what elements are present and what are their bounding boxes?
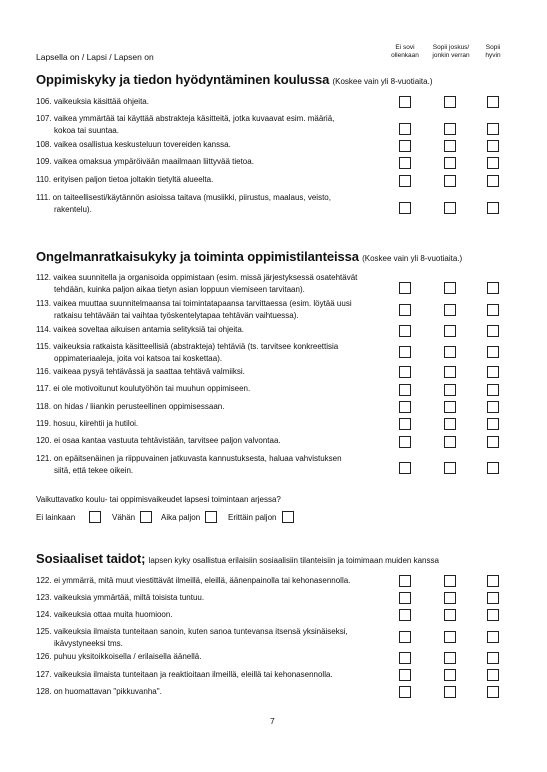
answer-114-not-at-all[interactable] bbox=[399, 325, 411, 337]
page-number: 7 bbox=[270, 716, 275, 726]
question-text: ratkaisu tehtävään tai vaihtaa työskentelytapaa tehtävän vaihtuessa). bbox=[54, 311, 299, 320]
answer-125-fits-well[interactable] bbox=[487, 631, 499, 643]
question-number: 108. bbox=[36, 140, 52, 149]
question-text: tehdään, kuinka paljon aikaa tietyn asian loppuun viemiseen tarvitaan). bbox=[54, 285, 305, 294]
section-note: lapsen kyky osallistua erilaisiin sosiaalisiin tilanteisiin ja toimimaan muiden kanssa bbox=[148, 556, 439, 565]
column-header-line: Sopii joskus/ bbox=[432, 44, 470, 51]
answer-124-not-at-all[interactable] bbox=[399, 609, 411, 621]
question-item-111 bbox=[36, 192, 371, 216]
answer-127-not-at-all[interactable] bbox=[399, 669, 411, 681]
question-text: vaikea soveltaa aikuisen antamia selityksiä tai ohjeita. bbox=[53, 325, 244, 334]
answer-111-sometimes[interactable] bbox=[444, 202, 456, 214]
question-number: 126. bbox=[36, 652, 52, 661]
question-item-125 bbox=[36, 626, 371, 650]
question-text: on hidas / liiankin perusteellinen oppimisessaan. bbox=[53, 402, 225, 411]
question-number: 127. bbox=[36, 670, 52, 679]
respondent-intro: Lapsella on / Lapsi / Lapsen on bbox=[36, 52, 154, 62]
answer-112-sometimes[interactable] bbox=[444, 282, 456, 294]
column-header-line: Ei sovi bbox=[395, 44, 415, 51]
section-note: (Koskee vain yli 8-vuotiaita.) bbox=[332, 77, 433, 86]
section-title-learning bbox=[36, 72, 432, 87]
question-item-118 bbox=[36, 401, 371, 413]
question-item-106 bbox=[36, 96, 371, 108]
question-text: vaikeuksia ymmärtää, miltä toisista tuntuu. bbox=[53, 593, 205, 602]
impact-option-very-label: Erittäin paljon bbox=[228, 513, 277, 522]
question-text: on taiteellisesti/käytännön asioissa taitava (musiikki, piirustus, maalaus, veisto, bbox=[52, 193, 331, 202]
answer-106-not-at-all[interactable] bbox=[399, 96, 411, 108]
column-header-line: ollenkaan bbox=[391, 52, 419, 59]
question-number: 120. bbox=[36, 436, 52, 445]
answer-126-sometimes[interactable] bbox=[444, 652, 456, 664]
question-item-126 bbox=[36, 651, 371, 663]
answer-126-not-at-all[interactable] bbox=[399, 652, 411, 664]
answer-110-not-at-all[interactable] bbox=[399, 175, 411, 187]
question-text: siitä, että tekee oikein. bbox=[54, 466, 134, 475]
question-item-119 bbox=[36, 418, 371, 430]
answer-107-sometimes[interactable] bbox=[444, 123, 456, 135]
answer-121-sometimes[interactable] bbox=[444, 462, 456, 474]
impact-option-none-checkbox[interactable] bbox=[89, 511, 101, 523]
answer-107-fits-well[interactable] bbox=[487, 123, 499, 135]
question-item-116 bbox=[36, 366, 371, 378]
answer-116-not-at-all[interactable] bbox=[399, 366, 411, 378]
impact-question: Vaikuttavatko koulu- tai oppimisvaikeudet lapsesi toimintaan arjessa? bbox=[36, 495, 281, 504]
answer-115-fits-well[interactable] bbox=[487, 346, 499, 358]
question-number: 114. bbox=[36, 325, 51, 334]
question-number: 107. bbox=[36, 114, 52, 123]
section-note: (Koskee vain yli 8-vuotiaita.) bbox=[362, 254, 463, 263]
answer-110-fits-well[interactable] bbox=[487, 175, 499, 187]
question-number: 115. bbox=[36, 342, 51, 351]
answer-124-sometimes[interactable] bbox=[444, 609, 456, 621]
answer-113-fits-well[interactable] bbox=[487, 304, 499, 316]
answer-123-fits-well[interactable] bbox=[487, 592, 499, 604]
answer-122-fits-well[interactable] bbox=[487, 575, 499, 587]
answer-118-fits-well[interactable] bbox=[487, 401, 499, 413]
question-text: ei ymmärrä, mitä muut viestittävät ilmeillä, eleillä, äänenpainolla tai kehonasennolla. bbox=[53, 576, 351, 585]
answer-127-fits-well[interactable] bbox=[487, 669, 499, 681]
question-number: 116. bbox=[36, 367, 51, 376]
question-text: ei ole motivoitunut koulutyöhön tai muuhun oppimiseen. bbox=[53, 384, 251, 393]
answer-109-fits-well[interactable] bbox=[487, 157, 499, 169]
answer-108-sometimes[interactable] bbox=[444, 140, 456, 152]
question-number: 125. bbox=[36, 627, 52, 636]
question-text: vaikeuksia käsittää ohjeita. bbox=[53, 97, 149, 106]
question-item-108 bbox=[36, 139, 371, 151]
question-text: oppimateriaaleja, joita voi katsoa tai koskettaa). bbox=[54, 354, 223, 363]
question-item-114 bbox=[36, 324, 371, 336]
question-item-122 bbox=[36, 575, 371, 587]
question-item-128 bbox=[36, 686, 371, 698]
question-item-109 bbox=[36, 156, 371, 168]
question-item-120 bbox=[36, 435, 371, 447]
answer-113-sometimes[interactable] bbox=[444, 304, 456, 316]
section-heading: Oppimiskyky ja tiedon hyödyntäminen koulussa bbox=[36, 72, 330, 87]
question-number: 118. bbox=[36, 402, 51, 411]
question-item-115 bbox=[36, 341, 371, 365]
question-text: vaikea muuttaa suunnitelmaansa tai toimintatapaansa tarvittaessa (esim. löytää uusi bbox=[53, 299, 352, 308]
impact-option-little-checkbox[interactable] bbox=[140, 511, 152, 523]
question-number: 109. bbox=[36, 157, 52, 166]
question-item-113 bbox=[36, 298, 371, 322]
answer-114-sometimes[interactable] bbox=[444, 325, 456, 337]
answer-122-sometimes[interactable] bbox=[444, 575, 456, 587]
answer-115-sometimes[interactable] bbox=[444, 346, 456, 358]
question-number: 123. bbox=[36, 593, 52, 602]
answer-117-sometimes[interactable] bbox=[444, 384, 456, 396]
question-number: 119. bbox=[36, 419, 51, 428]
question-text: vaikea osallistua keskusteluun tovereiden kanssa. bbox=[53, 140, 231, 149]
question-text: erityisen paljon tietoa joltakin tietyltä alueelta. bbox=[53, 175, 214, 184]
question-item-112 bbox=[36, 272, 371, 296]
answer-128-sometimes[interactable] bbox=[444, 686, 456, 698]
answer-124-fits-well[interactable] bbox=[487, 609, 499, 621]
question-number: 124. bbox=[36, 610, 52, 619]
question-text: vaikeuksia ilmaista tunteitaan sanoin, kuten sanoa tuntevansa itsensä yksinäiseksi, bbox=[53, 627, 348, 636]
answer-117-fits-well[interactable] bbox=[487, 384, 499, 396]
answer-111-not-at-all[interactable] bbox=[399, 202, 411, 214]
section-title-problem-solving bbox=[36, 249, 462, 264]
column-header-fits-well bbox=[478, 44, 508, 60]
column-header-line: Sopii bbox=[485, 44, 501, 51]
section-heading: Ongelmanratkaisukyky ja toiminta oppimistilanteissa bbox=[36, 249, 359, 264]
section-heading: Sosiaaliset taidot; bbox=[36, 551, 146, 566]
answer-120-not-at-all[interactable] bbox=[399, 436, 411, 448]
column-header-sometimes bbox=[426, 44, 476, 60]
answer-127-sometimes[interactable] bbox=[444, 669, 456, 681]
question-item-110 bbox=[36, 174, 371, 186]
answer-119-fits-well[interactable] bbox=[487, 418, 499, 430]
answer-108-fits-well[interactable] bbox=[487, 140, 499, 152]
question-text: kokoa tai suuntaa. bbox=[54, 126, 119, 135]
answer-119-sometimes[interactable] bbox=[444, 418, 456, 430]
question-number: 112. bbox=[36, 273, 51, 282]
question-text: hosuu, kiirehtii ja hutiloi. bbox=[53, 419, 139, 428]
question-number: 113. bbox=[36, 299, 51, 308]
question-number: 106. bbox=[36, 97, 52, 106]
answer-126-fits-well[interactable] bbox=[487, 652, 499, 664]
answer-112-fits-well[interactable] bbox=[487, 282, 499, 294]
column-header-not-at-all bbox=[386, 44, 424, 60]
question-text: ei osaa kantaa vastuuta tehtävistään, tarvitsee paljon valvontaa. bbox=[53, 436, 281, 445]
question-number: 111. bbox=[36, 193, 51, 202]
answer-111-fits-well[interactable] bbox=[487, 202, 499, 214]
answer-108-not-at-all[interactable] bbox=[399, 140, 411, 152]
answer-121-not-at-all[interactable] bbox=[399, 462, 411, 474]
answer-120-sometimes[interactable] bbox=[444, 436, 456, 448]
question-text: vaikea ymmärtää tai käyttää abstrakteja käsitteitä, jotka kuvaavat esim. määriä, bbox=[53, 114, 335, 123]
answer-125-sometimes[interactable] bbox=[444, 631, 456, 643]
answer-107-not-at-all[interactable] bbox=[399, 123, 411, 135]
question-item-124 bbox=[36, 609, 371, 621]
answer-106-sometimes[interactable] bbox=[444, 96, 456, 108]
answer-123-not-at-all[interactable] bbox=[399, 592, 411, 604]
answer-113-not-at-all[interactable] bbox=[399, 304, 411, 316]
question-number: 128. bbox=[36, 687, 52, 696]
question-number: 110. bbox=[36, 175, 51, 184]
section-title-social-skills bbox=[36, 551, 439, 566]
question-text: ikävystyneeksi tms. bbox=[54, 639, 123, 648]
answer-106-fits-well[interactable] bbox=[487, 96, 499, 108]
answer-125-not-at-all[interactable] bbox=[399, 631, 411, 643]
answer-110-sometimes[interactable] bbox=[444, 175, 456, 187]
question-text: on huomattavan "pikkuvanha". bbox=[53, 687, 162, 696]
question-text: vaikeuksia ilmaista tunteitaan ja reaktioitaan ilmeillä, eleillä tai kehonasennolla. bbox=[53, 670, 333, 679]
impact-option-quite-checkbox[interactable] bbox=[205, 511, 217, 523]
answer-116-fits-well[interactable] bbox=[487, 366, 499, 378]
column-header-line: hyvin bbox=[485, 52, 501, 59]
answer-115-not-at-all[interactable] bbox=[399, 346, 411, 358]
answer-114-fits-well[interactable] bbox=[487, 325, 499, 337]
answer-109-not-at-all[interactable] bbox=[399, 157, 411, 169]
answer-109-sometimes[interactable] bbox=[444, 157, 456, 169]
impact-option-none-label: Ei lainkaan bbox=[36, 513, 76, 522]
question-text: vaikea suunnitella ja organisoida oppimistaan (esim. missä järjestyksessä osatehtävät bbox=[53, 273, 358, 282]
impact-option-very-checkbox[interactable] bbox=[282, 511, 294, 523]
impact-option-quite-label: Aika paljon bbox=[161, 513, 201, 522]
answer-121-fits-well[interactable] bbox=[487, 462, 499, 474]
question-text: vaikeuksia ottaa muita huomioon. bbox=[53, 610, 173, 619]
question-text: puhuu yksitoikkoisella / erilaisella äänellä. bbox=[53, 652, 202, 661]
question-item-107 bbox=[36, 113, 371, 137]
answer-117-not-at-all[interactable] bbox=[399, 384, 411, 396]
question-item-121 bbox=[36, 453, 371, 477]
answer-119-not-at-all[interactable] bbox=[399, 418, 411, 430]
question-number: 117. bbox=[36, 384, 51, 393]
question-text: on epäitsenäinen ja riippuvainen jatkuvasta kannustuksesta, haluaa vahvistuksen bbox=[53, 454, 342, 463]
answer-123-sometimes[interactable] bbox=[444, 592, 456, 604]
answer-116-sometimes[interactable] bbox=[444, 366, 456, 378]
answer-118-sometimes[interactable] bbox=[444, 401, 456, 413]
question-text: vaikeaa pysyä tehtävässä ja saattaa tehtävä valmiiksi. bbox=[53, 367, 245, 376]
answer-128-not-at-all[interactable] bbox=[399, 686, 411, 698]
answer-122-not-at-all[interactable] bbox=[399, 575, 411, 587]
question-number: 122. bbox=[36, 576, 52, 585]
question-item-127 bbox=[36, 669, 371, 681]
question-text: rakentelu). bbox=[54, 205, 92, 214]
question-text: vaikeuksia ratkaista käsitteellisiä (abstrakteja) tehtäviä (ts. tarvitsee konkreettisia bbox=[53, 342, 339, 351]
column-header-line: jonkin verran bbox=[432, 52, 470, 59]
question-text: vaikea omaksua ympäröivään maailmaan liittyvää tietoa. bbox=[53, 157, 254, 166]
impact-option-little-label: Vähän bbox=[112, 513, 136, 522]
question-item-123 bbox=[36, 592, 371, 604]
question-item-117 bbox=[36, 383, 371, 395]
answer-112-not-at-all[interactable] bbox=[399, 282, 411, 294]
answer-120-fits-well[interactable] bbox=[487, 436, 499, 448]
answer-128-fits-well[interactable] bbox=[487, 686, 499, 698]
answer-118-not-at-all[interactable] bbox=[399, 401, 411, 413]
question-number: 121. bbox=[36, 454, 52, 463]
